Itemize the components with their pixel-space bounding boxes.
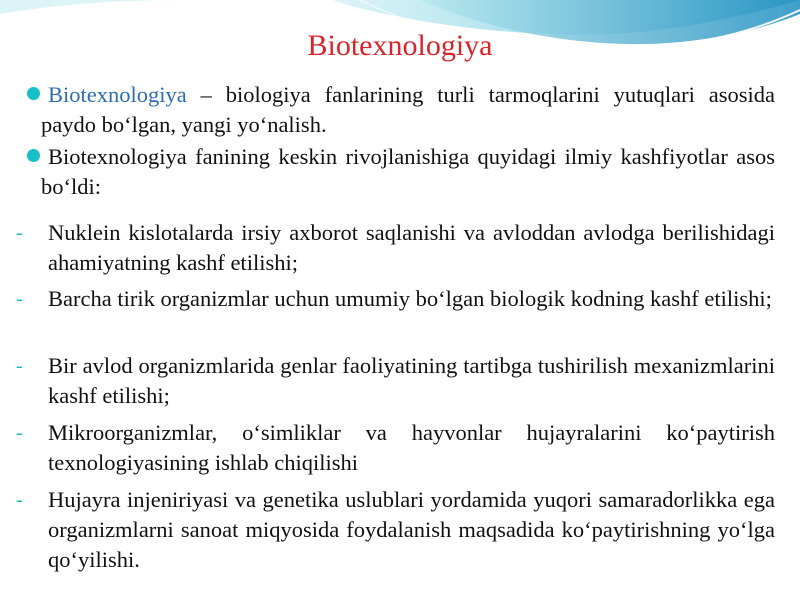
list-item: Mikroorganizmlar, o‘simliklar va hayvonlar hujayralarini ko‘paytirish texnologiyasining ishlab chiqilishi — [48, 420, 775, 475]
list-item: Barcha tirik organizmlar uchun umumiy bo‘lgan biologik kodning kashf etilishi; — [48, 286, 772, 311]
dash-marker: - — [16, 288, 23, 310]
list-item: Nuklein kislotalarda irsiy axborot saqlanishi va avloddan avlodga berilishidagi ahamiyatning kashf etilishi; — [48, 220, 775, 275]
dash-marker: - — [16, 489, 23, 511]
bullet-dot-icon — [27, 149, 40, 162]
dash-marker: - — [16, 355, 23, 377]
dash-marker: - — [16, 422, 23, 444]
bullet-highlight-term: Biotexnologiya — [48, 82, 187, 107]
bullet-paragraph-2 — [41, 142, 775, 202]
bullet-text: – biologiya fanlarining turli tarmoqlarini yutuqlari asosida paydo bo‘lgan, yangi yo‘nalish. — [41, 82, 775, 137]
list-item: Hujayra injeniriyasi va genetika uslublari yordamida yuqori samaradorlikka ega organizmlarni sanoat miqyosida foydalanish maqsadida ko‘paytirishning yo‘lga qo‘yilishi. — [48, 487, 775, 572]
slide-title: Biotexnologiya — [307, 29, 493, 62]
dash-marker: - — [16, 222, 23, 244]
list-item: Bir avlod organizmlarida genlar faoliyatining tartibga tushirilish mexanizmlarini kashf etilishi; — [48, 353, 775, 408]
bullet-text: Biotexnologiya fanining keskin rivojlanishiga quyidagi ilmiy kashfiyotlar asos bo‘ldi: — [41, 144, 775, 199]
bullet-paragraph-1 — [41, 80, 775, 140]
bullet-dot-icon — [27, 87, 40, 100]
